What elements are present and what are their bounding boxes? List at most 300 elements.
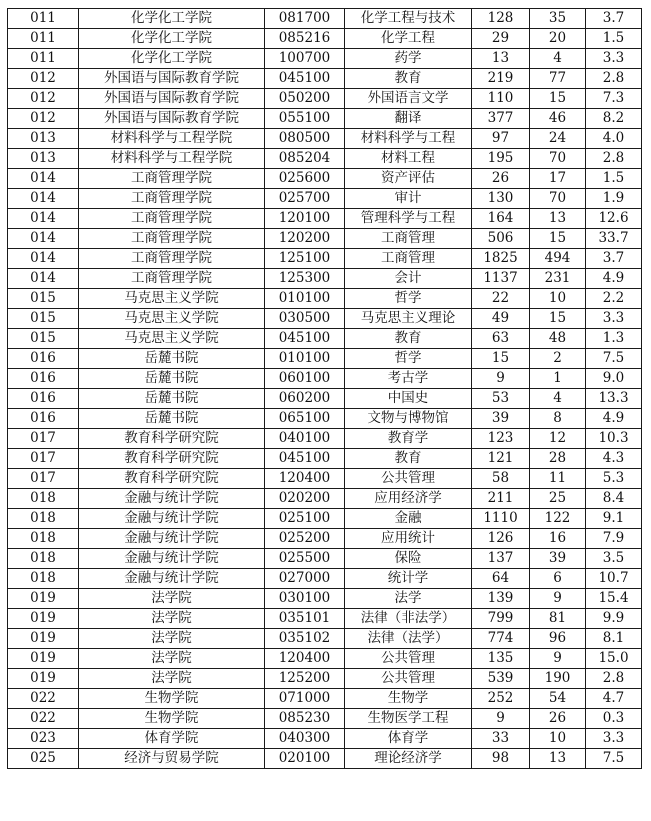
ratio-cell: 3.7 (586, 9, 642, 29)
admitted-cell: 46 (530, 109, 586, 129)
major-name-cell: 法律（非法学） (345, 609, 472, 629)
major-code-cell: 080500 (265, 129, 345, 149)
ratio-cell: 15.0 (586, 649, 642, 669)
table-row (8, 209, 642, 229)
major-name-cell: 外国语言文学 (345, 89, 472, 109)
major-code-cell: 025700 (265, 189, 345, 209)
dept-name-cell: 法学院 (79, 649, 265, 669)
ratio-cell: 8.4 (586, 489, 642, 509)
applicants-cell: 9 (472, 709, 530, 729)
table-row (8, 149, 642, 169)
admitted-cell: 231 (530, 269, 586, 289)
dept-name-cell: 经济与贸易学院 (79, 749, 265, 769)
ratio-cell: 7.9 (586, 529, 642, 549)
admitted-cell: 494 (530, 249, 586, 269)
ratio-cell: 4.3 (586, 449, 642, 469)
major-name-cell: 生物医学工程 (345, 709, 472, 729)
major-name-cell: 哲学 (345, 289, 472, 309)
dept-code-cell: 015 (8, 289, 79, 309)
major-code-cell: 027000 (265, 569, 345, 589)
applicants-cell: 1137 (472, 269, 530, 289)
admitted-cell: 20 (530, 29, 586, 49)
major-name-cell: 材料工程 (345, 149, 472, 169)
ratio-cell: 1.9 (586, 189, 642, 209)
applicants-cell: 98 (472, 749, 530, 769)
dept-code-cell: 017 (8, 449, 79, 469)
table-row (8, 649, 642, 669)
dept-code-cell: 012 (8, 109, 79, 129)
table-row (8, 529, 642, 549)
major-name-cell: 公共管理 (345, 669, 472, 689)
table-row (8, 89, 642, 109)
table-row (8, 429, 642, 449)
dept-code-cell: 014 (8, 269, 79, 289)
applicants-cell: 33 (472, 729, 530, 749)
dept-code-cell: 012 (8, 89, 79, 109)
major-code-cell: 085216 (265, 29, 345, 49)
admitted-cell: 81 (530, 609, 586, 629)
table-row (8, 549, 642, 569)
major-name-cell: 管理科学与工程 (345, 209, 472, 229)
dept-code-cell: 014 (8, 249, 79, 269)
major-code-cell: 120400 (265, 469, 345, 489)
admitted-cell: 13 (530, 749, 586, 769)
major-name-cell: 教育 (345, 449, 472, 469)
table-row (8, 309, 642, 329)
applicants-cell: 137 (472, 549, 530, 569)
table-row (8, 69, 642, 89)
admitted-cell: 10 (530, 289, 586, 309)
ratio-cell: 33.7 (586, 229, 642, 249)
dept-name-cell: 教育科学研究院 (79, 469, 265, 489)
dept-name-cell: 金融与统计学院 (79, 509, 265, 529)
dept-code-cell: 019 (8, 609, 79, 629)
table-row (8, 509, 642, 529)
table-row (8, 29, 642, 49)
ratio-cell: 1.3 (586, 329, 642, 349)
admitted-cell: 10 (530, 729, 586, 749)
major-name-cell: 法学 (345, 589, 472, 609)
major-code-cell: 065100 (265, 409, 345, 429)
major-code-cell: 035101 (265, 609, 345, 629)
major-name-cell: 资产评估 (345, 169, 472, 189)
dept-name-cell: 生物学院 (79, 689, 265, 709)
admitted-cell: 70 (530, 189, 586, 209)
applicants-cell: 15 (472, 349, 530, 369)
ratio-cell: 2.8 (586, 669, 642, 689)
dept-name-cell: 岳麓书院 (79, 409, 265, 429)
table-row (8, 449, 642, 469)
major-name-cell: 教育学 (345, 429, 472, 449)
major-code-cell: 045100 (265, 69, 345, 89)
applicants-cell: 22 (472, 289, 530, 309)
admissions-table (7, 8, 642, 769)
dept-code-cell: 013 (8, 129, 79, 149)
major-name-cell: 生物学 (345, 689, 472, 709)
dept-code-cell: 015 (8, 329, 79, 349)
admitted-cell: 9 (530, 649, 586, 669)
applicants-cell: 121 (472, 449, 530, 469)
dept-name-cell: 工商管理学院 (79, 229, 265, 249)
applicants-cell: 195 (472, 149, 530, 169)
applicants-cell: 1110 (472, 509, 530, 529)
major-code-cell: 125200 (265, 669, 345, 689)
dept-code-cell: 013 (8, 149, 79, 169)
dept-code-cell: 019 (8, 649, 79, 669)
dept-name-cell: 生物学院 (79, 709, 265, 729)
ratio-cell: 0.3 (586, 709, 642, 729)
ratio-cell: 5.3 (586, 469, 642, 489)
admitted-cell: 17 (530, 169, 586, 189)
applicants-cell: 26 (472, 169, 530, 189)
major-name-cell: 体育学 (345, 729, 472, 749)
major-name-cell: 统计学 (345, 569, 472, 589)
dept-name-cell: 金融与统计学院 (79, 529, 265, 549)
dept-code-cell: 014 (8, 229, 79, 249)
ratio-cell: 2.2 (586, 289, 642, 309)
major-name-cell: 药学 (345, 49, 472, 69)
admitted-cell: 26 (530, 709, 586, 729)
major-name-cell: 会计 (345, 269, 472, 289)
table-row (8, 169, 642, 189)
major-name-cell: 教育 (345, 329, 472, 349)
major-name-cell: 考古学 (345, 369, 472, 389)
ratio-cell: 9.1 (586, 509, 642, 529)
table-row (8, 489, 642, 509)
admitted-cell: 9 (530, 589, 586, 609)
dept-code-cell: 018 (8, 569, 79, 589)
admitted-cell: 4 (530, 389, 586, 409)
applicants-cell: 539 (472, 669, 530, 689)
admitted-cell: 1 (530, 369, 586, 389)
dept-code-cell: 014 (8, 169, 79, 189)
major-name-cell: 法律（法学） (345, 629, 472, 649)
major-name-cell: 理论经济学 (345, 749, 472, 769)
table-row (8, 609, 642, 629)
ratio-cell: 3.3 (586, 309, 642, 329)
dept-code-cell: 017 (8, 469, 79, 489)
dept-code-cell: 025 (8, 749, 79, 769)
major-name-cell: 化学工程与技术 (345, 9, 472, 29)
major-name-cell: 文物与博物馆 (345, 409, 472, 429)
ratio-cell: 4.0 (586, 129, 642, 149)
major-code-cell: 085204 (265, 149, 345, 169)
ratio-cell: 3.7 (586, 249, 642, 269)
dept-name-cell: 工商管理学院 (79, 269, 265, 289)
ratio-cell: 4.9 (586, 409, 642, 429)
ratio-cell: 13.3 (586, 389, 642, 409)
admitted-cell: 24 (530, 129, 586, 149)
dept-code-cell: 011 (8, 49, 79, 69)
major-code-cell: 040300 (265, 729, 345, 749)
table-row (8, 9, 642, 29)
table-row (8, 229, 642, 249)
dept-code-cell: 018 (8, 549, 79, 569)
ratio-cell: 7.5 (586, 349, 642, 369)
major-name-cell: 哲学 (345, 349, 472, 369)
major-code-cell: 030500 (265, 309, 345, 329)
table-row (8, 709, 642, 729)
major-name-cell: 金融 (345, 509, 472, 529)
dept-code-cell: 014 (8, 189, 79, 209)
major-code-cell: 120200 (265, 229, 345, 249)
admitted-cell: 13 (530, 209, 586, 229)
ratio-cell: 2.8 (586, 69, 642, 89)
dept-name-cell: 马克思主义学院 (79, 309, 265, 329)
admitted-cell: 15 (530, 89, 586, 109)
major-name-cell: 工商管理 (345, 249, 472, 269)
dept-name-cell: 化学化工学院 (79, 29, 265, 49)
admitted-cell: 28 (530, 449, 586, 469)
admitted-cell: 122 (530, 509, 586, 529)
dept-code-cell: 023 (8, 729, 79, 749)
admitted-cell: 6 (530, 569, 586, 589)
major-code-cell: 085230 (265, 709, 345, 729)
applicants-cell: 58 (472, 469, 530, 489)
dept-name-cell: 法学院 (79, 629, 265, 649)
ratio-cell: 8.1 (586, 629, 642, 649)
dept-name-cell: 岳麓书院 (79, 369, 265, 389)
table-row (8, 369, 642, 389)
major-code-cell: 025500 (265, 549, 345, 569)
major-code-cell: 060100 (265, 369, 345, 389)
applicants-cell: 110 (472, 89, 530, 109)
table-row (8, 569, 642, 589)
applicants-cell: 252 (472, 689, 530, 709)
admitted-cell: 16 (530, 529, 586, 549)
table-row (8, 469, 642, 489)
dept-code-cell: 012 (8, 69, 79, 89)
ratio-cell: 12.6 (586, 209, 642, 229)
admitted-cell: 96 (530, 629, 586, 649)
admitted-cell: 25 (530, 489, 586, 509)
dept-code-cell: 016 (8, 369, 79, 389)
dept-code-cell: 016 (8, 349, 79, 369)
major-name-cell: 教育 (345, 69, 472, 89)
major-name-cell: 中国史 (345, 389, 472, 409)
ratio-cell: 7.3 (586, 89, 642, 109)
major-name-cell: 化学工程 (345, 29, 472, 49)
dept-name-cell: 法学院 (79, 669, 265, 689)
dept-name-cell: 工商管理学院 (79, 209, 265, 229)
ratio-cell: 4.9 (586, 269, 642, 289)
major-code-cell: 030100 (265, 589, 345, 609)
major-code-cell: 120400 (265, 649, 345, 669)
dept-code-cell: 019 (8, 629, 79, 649)
dept-name-cell: 金融与统计学院 (79, 549, 265, 569)
major-code-cell: 100700 (265, 49, 345, 69)
dept-code-cell: 011 (8, 9, 79, 29)
major-code-cell: 020100 (265, 749, 345, 769)
major-code-cell: 060200 (265, 389, 345, 409)
table-row (8, 129, 642, 149)
major-code-cell: 010100 (265, 349, 345, 369)
major-code-cell: 025100 (265, 509, 345, 529)
applicants-cell: 49 (472, 309, 530, 329)
major-name-cell: 公共管理 (345, 649, 472, 669)
dept-code-cell: 011 (8, 29, 79, 49)
major-code-cell: 020200 (265, 489, 345, 509)
admitted-cell: 48 (530, 329, 586, 349)
table-row (8, 589, 642, 609)
major-code-cell: 125100 (265, 249, 345, 269)
applicants-cell: 39 (472, 409, 530, 429)
ratio-cell: 3.3 (586, 729, 642, 749)
admissions-table-sheet (7, 8, 642, 769)
dept-code-cell: 018 (8, 489, 79, 509)
applicants-cell: 29 (472, 29, 530, 49)
ratio-cell: 3.3 (586, 49, 642, 69)
admitted-cell: 2 (530, 349, 586, 369)
ratio-cell: 7.5 (586, 749, 642, 769)
applicants-cell: 53 (472, 389, 530, 409)
dept-name-cell: 法学院 (79, 589, 265, 609)
applicants-cell: 774 (472, 629, 530, 649)
dept-code-cell: 018 (8, 529, 79, 549)
major-code-cell: 120100 (265, 209, 345, 229)
major-code-cell: 045100 (265, 449, 345, 469)
major-code-cell: 055100 (265, 109, 345, 129)
dept-name-cell: 教育科学研究院 (79, 449, 265, 469)
dept-name-cell: 工商管理学院 (79, 169, 265, 189)
dept-name-cell: 工商管理学院 (79, 189, 265, 209)
major-code-cell: 010100 (265, 289, 345, 309)
table-row (8, 249, 642, 269)
dept-code-cell: 015 (8, 309, 79, 329)
dept-code-cell: 016 (8, 409, 79, 429)
applicants-cell: 164 (472, 209, 530, 229)
table-row (8, 349, 642, 369)
major-code-cell: 040100 (265, 429, 345, 449)
applicants-cell: 211 (472, 489, 530, 509)
ratio-cell: 8.2 (586, 109, 642, 129)
ratio-cell: 10.7 (586, 569, 642, 589)
applicants-cell: 123 (472, 429, 530, 449)
major-name-cell: 公共管理 (345, 469, 472, 489)
table-row (8, 389, 642, 409)
dept-name-cell: 金融与统计学院 (79, 569, 265, 589)
major-code-cell: 071000 (265, 689, 345, 709)
table-row (8, 729, 642, 749)
applicants-cell: 799 (472, 609, 530, 629)
admitted-cell: 15 (530, 229, 586, 249)
table-row (8, 269, 642, 289)
dept-name-cell: 岳麓书院 (79, 349, 265, 369)
ratio-cell: 9.9 (586, 609, 642, 629)
table-body (8, 9, 642, 769)
dept-code-cell: 014 (8, 209, 79, 229)
admitted-cell: 12 (530, 429, 586, 449)
dept-code-cell: 019 (8, 589, 79, 609)
major-name-cell: 工商管理 (345, 229, 472, 249)
dept-code-cell: 016 (8, 389, 79, 409)
applicants-cell: 63 (472, 329, 530, 349)
major-code-cell: 050200 (265, 89, 345, 109)
applicants-cell: 64 (472, 569, 530, 589)
table-row (8, 49, 642, 69)
dept-name-cell: 化学化工学院 (79, 9, 265, 29)
major-code-cell: 025200 (265, 529, 345, 549)
table-row (8, 409, 642, 429)
dept-name-cell: 马克思主义学院 (79, 289, 265, 309)
admitted-cell: 70 (530, 149, 586, 169)
major-name-cell: 应用经济学 (345, 489, 472, 509)
dept-name-cell: 材料科学与工程学院 (79, 129, 265, 149)
ratio-cell: 1.5 (586, 169, 642, 189)
applicants-cell: 126 (472, 529, 530, 549)
dept-name-cell: 外国语与国际教育学院 (79, 69, 265, 89)
applicants-cell: 97 (472, 129, 530, 149)
table-row (8, 689, 642, 709)
ratio-cell: 15.4 (586, 589, 642, 609)
dept-name-cell: 岳麓书院 (79, 389, 265, 409)
admitted-cell: 4 (530, 49, 586, 69)
applicants-cell: 135 (472, 649, 530, 669)
dept-name-cell: 法学院 (79, 609, 265, 629)
major-name-cell: 保险 (345, 549, 472, 569)
applicants-cell: 219 (472, 69, 530, 89)
applicants-cell: 130 (472, 189, 530, 209)
major-name-cell: 马克思主义理论 (345, 309, 472, 329)
table-row (8, 289, 642, 309)
major-name-cell: 翻译 (345, 109, 472, 129)
ratio-cell: 3.5 (586, 549, 642, 569)
admitted-cell: 54 (530, 689, 586, 709)
dept-name-cell: 外国语与国际教育学院 (79, 89, 265, 109)
dept-name-cell: 外国语与国际教育学院 (79, 109, 265, 129)
applicants-cell: 1825 (472, 249, 530, 269)
dept-name-cell: 金融与统计学院 (79, 489, 265, 509)
dept-code-cell: 022 (8, 709, 79, 729)
dept-name-cell: 体育学院 (79, 729, 265, 749)
applicants-cell: 377 (472, 109, 530, 129)
applicants-cell: 139 (472, 589, 530, 609)
major-name-cell: 材料科学与工程 (345, 129, 472, 149)
ratio-cell: 10.3 (586, 429, 642, 449)
dept-name-cell: 材料科学与工程学院 (79, 149, 265, 169)
admitted-cell: 190 (530, 669, 586, 689)
ratio-cell: 1.5 (586, 29, 642, 49)
major-code-cell: 081700 (265, 9, 345, 29)
dept-code-cell: 017 (8, 429, 79, 449)
major-code-cell: 125300 (265, 269, 345, 289)
major-code-cell: 045100 (265, 329, 345, 349)
dept-name-cell: 工商管理学院 (79, 249, 265, 269)
admitted-cell: 15 (530, 309, 586, 329)
applicants-cell: 13 (472, 49, 530, 69)
dept-code-cell: 022 (8, 689, 79, 709)
dept-name-cell: 化学化工学院 (79, 49, 265, 69)
dept-name-cell: 教育科学研究院 (79, 429, 265, 449)
major-code-cell: 025600 (265, 169, 345, 189)
admitted-cell: 77 (530, 69, 586, 89)
applicants-cell: 506 (472, 229, 530, 249)
dept-name-cell: 马克思主义学院 (79, 329, 265, 349)
admitted-cell: 39 (530, 549, 586, 569)
applicants-cell: 128 (472, 9, 530, 29)
table-row (8, 189, 642, 209)
major-name-cell: 应用统计 (345, 529, 472, 549)
ratio-cell: 9.0 (586, 369, 642, 389)
ratio-cell: 4.7 (586, 689, 642, 709)
admitted-cell: 11 (530, 469, 586, 489)
applicants-cell: 9 (472, 369, 530, 389)
table-row (8, 669, 642, 689)
dept-code-cell: 019 (8, 669, 79, 689)
major-name-cell: 审计 (345, 189, 472, 209)
table-row (8, 749, 642, 769)
admitted-cell: 8 (530, 409, 586, 429)
